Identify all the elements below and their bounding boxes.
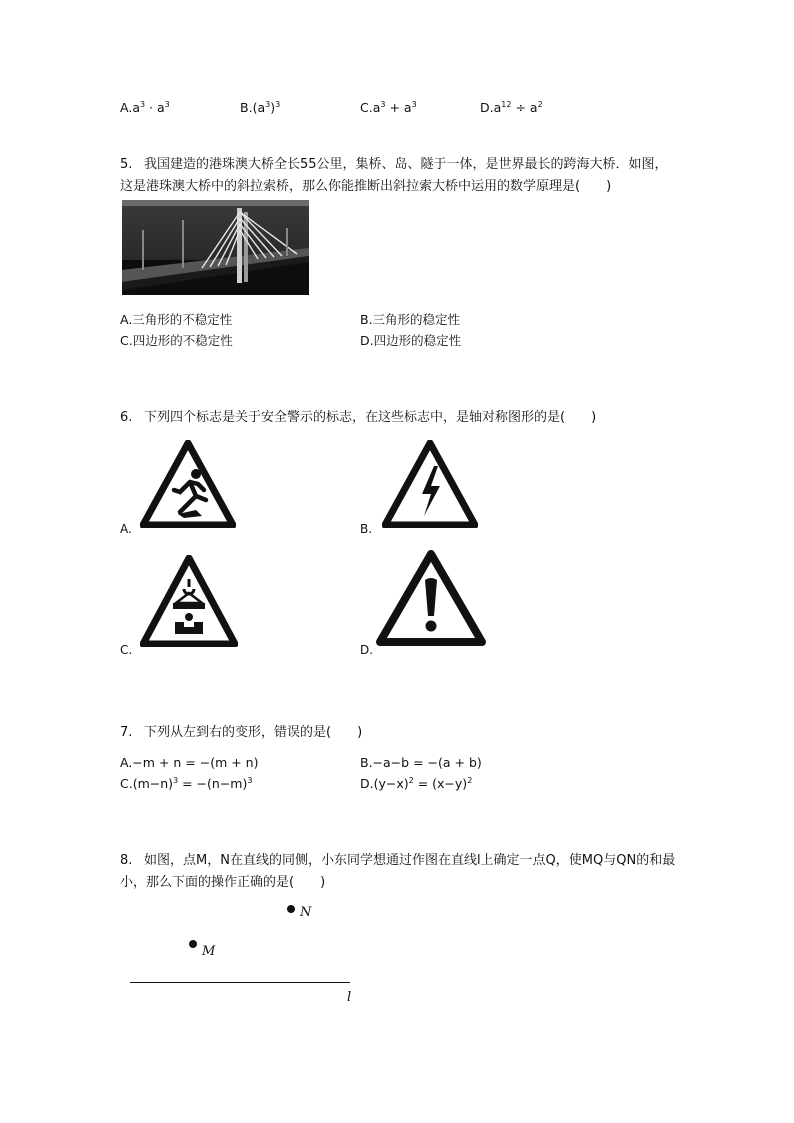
- q7-option-d-label: D.: [360, 776, 374, 791]
- q7-text: 下列从左到右的变形，错误的是( ): [144, 725, 363, 740]
- q8-text: 如图，点M，N在直线的同侧，小东同学想通过作图在直线l上确定一点Q，使MQ与QN的和最小，那么下面的操作正确的是( ): [120, 853, 676, 890]
- overhead-load-warning-icon: [140, 555, 238, 647]
- q6-label-c: C.: [120, 643, 133, 657]
- q7-option-c: $C.(m-n)^3 = -(n-m)^3$: [120, 776, 253, 791]
- exclamation-warning-icon: [376, 550, 486, 646]
- point-n-label: N: [300, 905, 312, 920]
- q4-option-d-label: D.: [480, 100, 494, 115]
- q4-option-c-label: C.: [360, 100, 373, 115]
- q7-option-a: A.−m + n = −(m + n): [120, 755, 259, 770]
- q5-number: 5.: [120, 157, 133, 172]
- q6-label-a: A.: [120, 522, 132, 536]
- q5-option-b: B.三角形的稳定性: [360, 312, 461, 327]
- q7-stem: [120, 722, 680, 744]
- cable-stayed-bridge-image: [122, 200, 309, 295]
- bridge-photo: [122, 200, 309, 295]
- q4-option-c: $C.a^3 + a^3$: [360, 100, 417, 115]
- point-n-dot: [287, 905, 295, 913]
- q5-text: 我国建造的港珠澳大桥全长55公里，集桥、岛、隧于一体，是世界最长的跨海大桥．如图，这是港珠澳大桥中的斜拉索桥，那么你能推断出斜拉索大桥中运用的数学原理是( ): [120, 157, 668, 194]
- q7-number: 7.: [120, 725, 133, 740]
- high-voltage-warning-icon: [382, 440, 478, 528]
- q7-option-c-label: C.: [120, 776, 133, 791]
- line-l: [130, 982, 350, 983]
- q4-option-a-label: A.: [120, 100, 133, 115]
- q6-label-b: B.: [360, 522, 373, 536]
- q5-stem: [120, 154, 680, 198]
- q6-number: 6.: [120, 410, 133, 425]
- q8-number: 8.: [120, 853, 133, 868]
- q5-option-c: C.四边形的不稳定性: [120, 333, 233, 348]
- running-person-warning-icon: [140, 440, 236, 528]
- q6-text: 下列四个标志是关于安全警示的标志，在这些标志中，是轴对称图形的是( ): [144, 410, 597, 425]
- q4-option-d: $D.a^{12} \div a^2$: [480, 100, 543, 115]
- q7-option-b: B.−a−b = −(a + b): [360, 755, 482, 770]
- q5-option-d: D.四边形的稳定性: [360, 333, 462, 348]
- q8-stem: [120, 850, 680, 894]
- line-l-label: l: [347, 990, 352, 1005]
- q4-option-b-label: B.: [240, 100, 253, 115]
- point-m-label: M: [202, 944, 216, 959]
- q7-option-d: $D.(y-x)^2 = (x-y)^2$: [360, 776, 473, 791]
- q5-option-a: A.三角形的不稳定性: [120, 312, 233, 327]
- q4-option-a: $A.a^3 \cdot a^3$: [120, 100, 170, 115]
- q6-stem: [120, 407, 680, 429]
- point-m-dot: [189, 940, 197, 948]
- q6-label-d: D.: [360, 643, 374, 657]
- q4-option-b: $B.(a^3)^3$: [240, 100, 281, 115]
